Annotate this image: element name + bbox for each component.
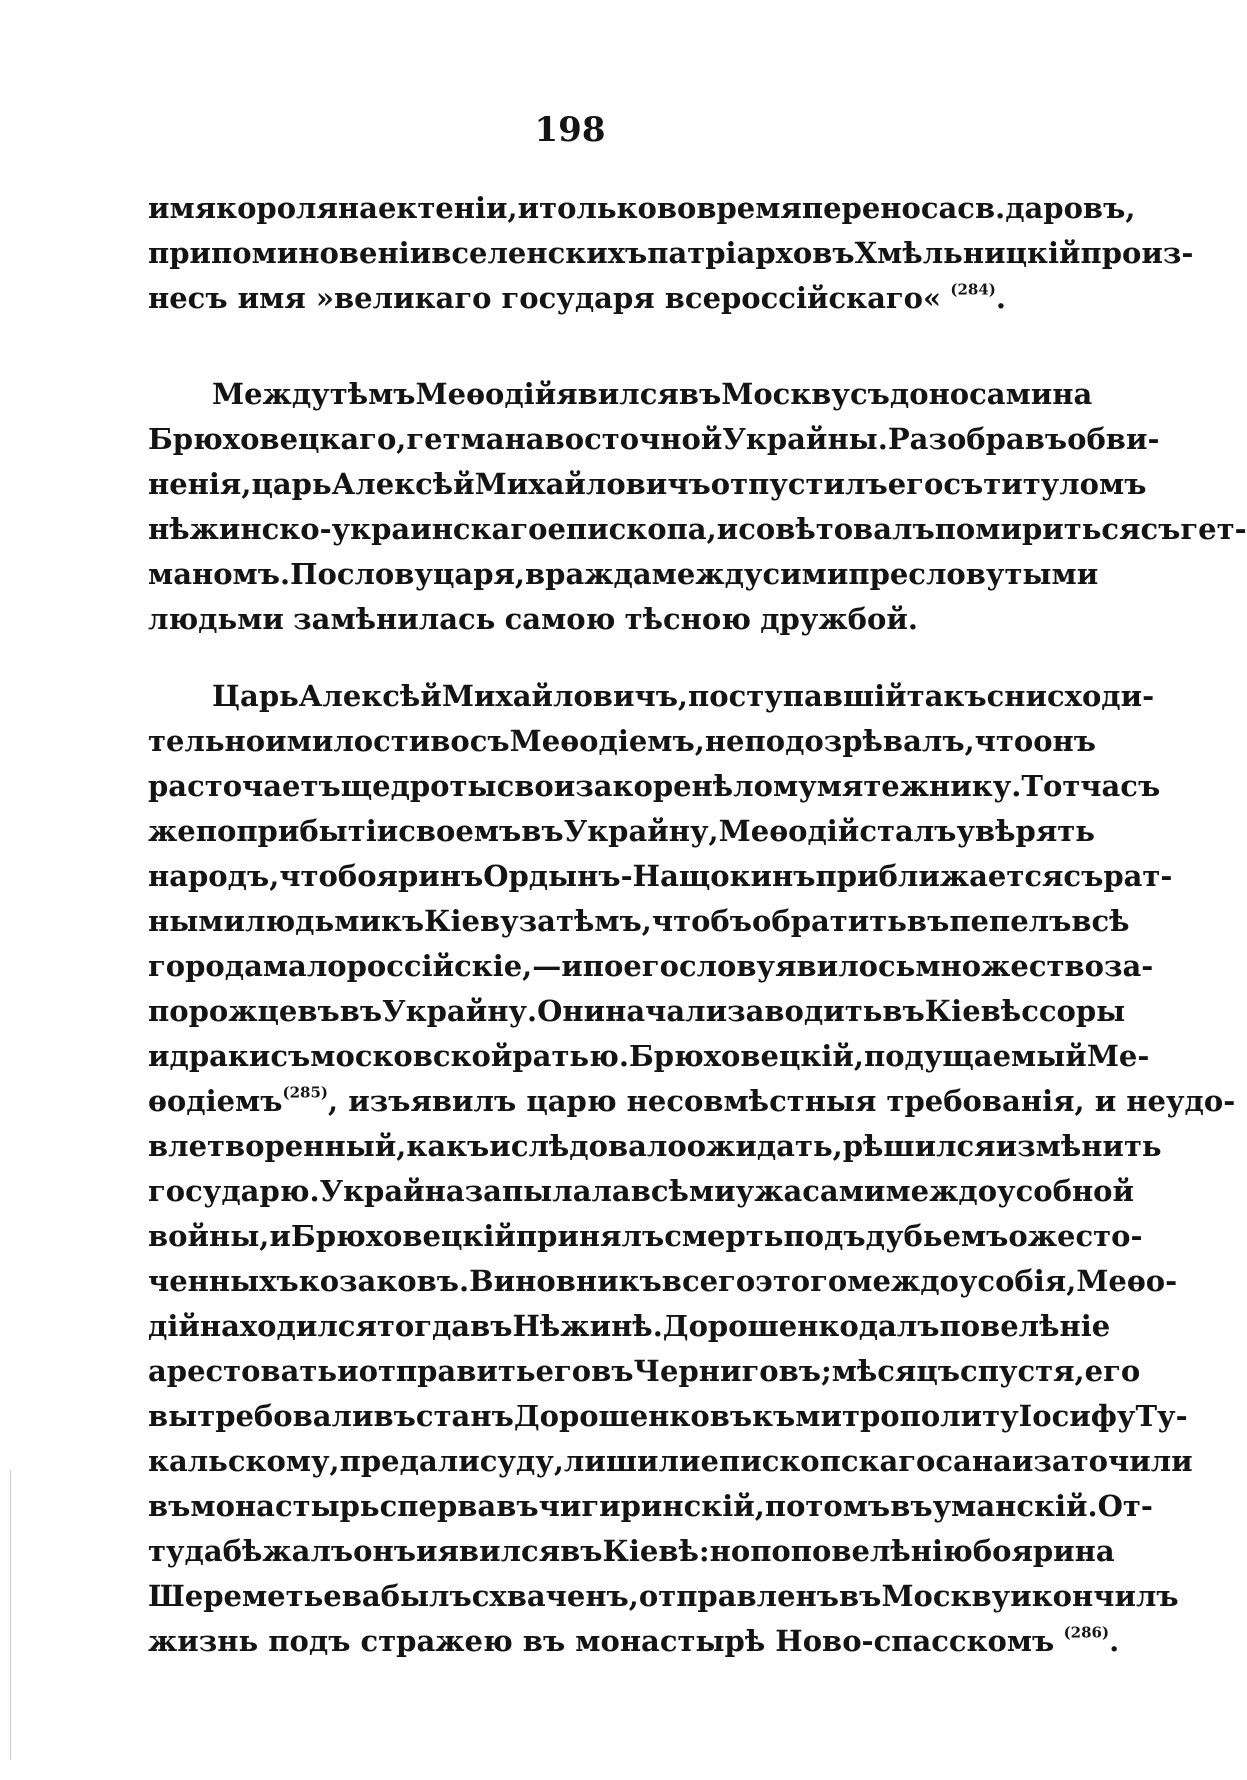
word: заводить <box>727 994 883 1028</box>
word: народъ, <box>148 859 280 893</box>
word: и <box>489 1129 511 1163</box>
word: ссоры <box>1021 994 1126 1028</box>
word: туда <box>148 1534 223 1568</box>
word: пепелъ <box>949 904 1072 938</box>
text-line <box>148 1394 1188 1439</box>
word: Кіеву <box>424 904 519 938</box>
word: митрополиту <box>795 1399 1019 1433</box>
text-line <box>148 1619 1120 1664</box>
word: и <box>337 1354 359 1388</box>
word: тѣмъ <box>329 377 416 411</box>
word: въ <box>560 1534 603 1568</box>
word: доносами <box>889 377 1053 411</box>
word: милостиво <box>286 724 470 758</box>
word: Меѳодій <box>718 814 860 848</box>
word: Меѳо- <box>1076 1264 1178 1298</box>
word: лишили <box>563 1444 701 1478</box>
word: Дорошенко <box>662 1309 859 1343</box>
word: и <box>561 949 583 983</box>
word: вражда <box>525 557 652 591</box>
word: рѣшился <box>842 1129 996 1163</box>
word: явился <box>556 377 679 411</box>
word: за- <box>1103 949 1154 983</box>
word: измѣнить <box>995 1129 1162 1163</box>
word: Украйна <box>319 1174 465 1208</box>
text-line <box>148 1574 1179 1619</box>
word: ожесто- <box>1008 1219 1143 1253</box>
word: этого <box>755 1264 848 1298</box>
word: гетмана <box>406 422 545 456</box>
word: гет- <box>1180 512 1247 546</box>
word: Брюховецкаго, <box>148 422 407 456</box>
word: поминовеніи <box>211 236 432 270</box>
text-fragment: несъ имя »великаго государя всероссійскаго« <box>148 281 942 315</box>
paragraph-2 <box>148 372 1247 642</box>
word: титуломъ <box>983 467 1147 501</box>
word: прибытіи <box>236 814 399 848</box>
word: Украйну. <box>382 994 538 1028</box>
word: къ <box>380 904 425 938</box>
word: мятежнику. <box>816 769 1022 803</box>
word: въ <box>906 904 950 938</box>
word: въ <box>882 994 925 1028</box>
word: своемъ <box>398 814 522 848</box>
text-line <box>148 417 1160 462</box>
word: кальскому, <box>148 1444 340 1478</box>
word: заточили <box>1033 1444 1193 1478</box>
word: дружбой. <box>760 602 918 636</box>
word: же <box>148 814 196 848</box>
word: порожцевъ <box>148 994 340 1028</box>
word: схваченъ, <box>471 1579 639 1613</box>
footnote-ref-284: (284) <box>950 280 996 299</box>
word: какъ <box>406 1129 490 1163</box>
word: его <box>623 949 679 983</box>
text-line <box>148 1529 1115 1574</box>
text-line <box>148 1214 1143 1259</box>
word: междоусобія, <box>847 1264 1077 1298</box>
word: По <box>290 557 337 591</box>
word: поступавшій <box>688 679 907 713</box>
word: тельно <box>148 724 266 758</box>
word: съ <box>270 1039 311 1073</box>
word: дубьемъ <box>865 1219 1009 1253</box>
word: монастырь <box>190 1489 380 1523</box>
word: потомъ <box>764 1489 891 1523</box>
word: всѣ <box>1071 904 1130 938</box>
word: людьми <box>245 904 381 938</box>
word: От- <box>1097 1489 1153 1523</box>
word: Дорошенковъ <box>513 1399 753 1433</box>
word: имя <box>148 191 217 225</box>
word: повелѣнію <box>790 1534 973 1568</box>
footnote-ref-285: (285) <box>282 1083 329 1102</box>
word: ненія, <box>148 467 252 501</box>
word: за <box>518 904 556 938</box>
word: пресловутыми <box>848 557 1099 591</box>
word: переноса <box>801 191 958 225</box>
word: не <box>704 724 745 758</box>
word: нѣжинско-украинскаго <box>148 512 548 546</box>
text-line <box>148 809 1095 854</box>
word: онъ <box>353 1534 416 1568</box>
word: патріарховъ <box>647 236 855 270</box>
word: что <box>974 724 1034 758</box>
word: города <box>148 949 263 983</box>
text-line <box>148 186 1136 231</box>
text-line <box>148 899 1130 944</box>
word: мѣсяцъ <box>831 1354 961 1388</box>
word: государю. <box>148 1174 320 1208</box>
word: Москву <box>721 377 850 411</box>
word: всего <box>661 1264 756 1298</box>
word: и <box>1010 1579 1032 1613</box>
word: Между <box>212 377 330 411</box>
word: боярина <box>972 1534 1115 1568</box>
word: Брюховецкій, <box>628 1039 864 1073</box>
word: Меѳодіемъ, <box>509 724 705 758</box>
paragraph-1 <box>148 186 1194 321</box>
word: малороссійскіе, <box>262 949 533 983</box>
word: увѣрять <box>956 814 1095 848</box>
word: — <box>532 949 562 983</box>
word: во <box>656 191 697 225</box>
text-line <box>148 1034 1150 1079</box>
word: совѣтовалъ <box>738 512 935 546</box>
word: свои <box>496 769 576 803</box>
word: и <box>148 1039 170 1073</box>
word: былъ <box>380 1579 472 1613</box>
word: ожидать, <box>686 1129 843 1163</box>
word: тѣмъ, <box>555 904 652 938</box>
word: къ <box>752 1399 796 1433</box>
word: онъ <box>1033 724 1097 758</box>
word: начали <box>605 994 728 1028</box>
word: смерть <box>664 1219 784 1253</box>
word: кончилъ <box>1031 1579 1179 1613</box>
word: его <box>1084 1354 1141 1388</box>
word: по <box>195 814 237 848</box>
word: сана <box>935 1444 1012 1478</box>
word: щедроты <box>340 769 497 803</box>
word: предали <box>339 1444 480 1478</box>
word: слову <box>678 949 776 983</box>
word: Іосифу <box>1018 1399 1136 1433</box>
text-line <box>148 462 1147 507</box>
word: ными <box>148 904 245 938</box>
word: и <box>269 1219 291 1253</box>
text-fragment: ѳодіемъ <box>148 1084 283 1118</box>
word: Ту- <box>1135 1399 1188 1433</box>
word: короля <box>216 191 338 225</box>
word: епископа, <box>547 512 717 546</box>
word: подъ <box>783 1219 866 1253</box>
word: спустя, <box>960 1354 1085 1388</box>
word: станъ <box>415 1399 514 1433</box>
word: съ <box>1140 512 1181 546</box>
word: тогда <box>376 1309 471 1343</box>
text-fragment: . <box>995 281 1007 315</box>
word: войны, <box>148 1219 270 1253</box>
word: принялъ <box>515 1219 665 1253</box>
word: драки <box>169 1039 271 1073</box>
word: его <box>535 1354 592 1388</box>
text-line <box>148 276 1056 321</box>
word: въ <box>373 1399 416 1433</box>
text-line <box>148 231 1194 276</box>
word: находился <box>199 1309 377 1343</box>
word: рат- <box>1103 859 1173 893</box>
word: козаковъ. <box>298 1264 470 1298</box>
word: Виновникъ <box>469 1264 662 1298</box>
word: и <box>1011 1444 1034 1478</box>
word: всѣми <box>630 1174 736 1208</box>
word: въ <box>496 1489 539 1523</box>
word: Тотчасъ <box>1021 769 1161 803</box>
text-line <box>148 719 1097 764</box>
text-line <box>148 674 1155 719</box>
word: въ <box>890 1489 933 1523</box>
word: Они <box>537 994 606 1028</box>
footnote-ref-286: (286) <box>1063 1623 1110 1642</box>
text-fragment: жизнь подъ стражею въ монастырѣ Ново-спасскомъ <box>148 1624 1055 1658</box>
word: сталъ <box>859 814 957 848</box>
text-line <box>148 1259 1178 1304</box>
word: въ <box>678 377 722 411</box>
word: Брюховецкій <box>290 1219 516 1253</box>
word: въ <box>470 1309 513 1343</box>
text-line <box>148 764 1161 809</box>
word: что <box>279 859 338 893</box>
word: расточаетъ <box>148 769 341 803</box>
word: тѣсною <box>624 602 751 636</box>
word: чтобъ <box>651 904 753 938</box>
word: его <box>887 467 944 501</box>
word: произ- <box>1080 236 1194 270</box>
word: слѣдовало <box>510 1129 687 1163</box>
text-line <box>148 1079 1236 1124</box>
word: Разобравъ <box>887 422 1068 456</box>
word: съ <box>469 724 510 758</box>
word: суду, <box>479 1444 564 1478</box>
page-edge-rule <box>10 1470 11 1760</box>
word: и <box>716 512 739 546</box>
word: Алексѣй <box>298 679 442 713</box>
text-line <box>148 372 1093 417</box>
word: и <box>517 191 540 225</box>
text-line <box>148 1439 1193 1484</box>
word: Михайловичъ, <box>441 679 689 713</box>
word: междоусобной <box>885 1174 1135 1208</box>
text-line <box>148 597 1056 642</box>
text-line <box>148 1349 1141 1394</box>
word: влетворенный, <box>148 1129 407 1163</box>
paragraph-3 <box>148 674 1236 1664</box>
text-line <box>148 854 1173 899</box>
word: отправить <box>358 1354 536 1388</box>
word: бѣжалъ <box>222 1534 354 1568</box>
word: Шереметьева <box>148 1579 381 1613</box>
text-line <box>148 1304 1111 1349</box>
word: даровъ, <box>1005 191 1136 225</box>
word: московской <box>310 1039 513 1073</box>
word: чигиринскій, <box>538 1489 765 1523</box>
word: приближается <box>815 859 1064 893</box>
word: Нѣжинѣ. <box>512 1309 663 1343</box>
word: на <box>1052 377 1093 411</box>
word: запылала <box>464 1174 631 1208</box>
word: закоренѣлому <box>575 769 817 803</box>
word: замѣнилась <box>293 602 496 636</box>
word: обви- <box>1067 422 1160 456</box>
word: ужасами <box>735 1174 886 1208</box>
word: вселенскихъ <box>431 236 648 270</box>
word: маномъ. <box>148 557 291 591</box>
text-fragment: . <box>1109 1624 1120 1658</box>
word: на <box>337 191 378 225</box>
word: явился <box>437 1534 561 1568</box>
text-line <box>148 989 1126 1034</box>
page-number: 198 <box>534 110 606 150</box>
word: Михайловичъ <box>474 467 711 501</box>
word: епископскаго <box>700 1444 936 1478</box>
text-line <box>148 1124 1162 1169</box>
word: обратить <box>752 904 907 938</box>
word: такъ <box>906 679 987 713</box>
word: Черниговъ; <box>633 1354 832 1388</box>
word: время <box>696 191 802 225</box>
word: св. <box>957 191 1006 225</box>
word: слову <box>336 557 433 591</box>
word: царя, <box>433 557 526 591</box>
word: отправленъ <box>638 1579 840 1613</box>
word: и <box>265 724 287 758</box>
text-line <box>148 1169 1135 1214</box>
text-line <box>148 944 1154 989</box>
word: Ордынъ-Нащокинъ <box>483 859 816 893</box>
word: помириться <box>934 512 1141 546</box>
word: въ <box>148 1489 191 1523</box>
word: въ <box>521 814 564 848</box>
word: Украйны. <box>722 422 888 456</box>
word: съ <box>1063 859 1104 893</box>
word: ектеніи, <box>377 191 518 225</box>
word: по <box>582 949 624 983</box>
word: далъ <box>858 1309 940 1343</box>
word: между <box>651 557 763 591</box>
word: отпустилъ <box>710 467 888 501</box>
word: сими <box>762 557 849 591</box>
word: самою <box>504 602 616 636</box>
word: множество <box>915 949 1104 983</box>
word: явилось <box>775 949 916 983</box>
word: Москву <box>881 1579 1011 1613</box>
word: съ <box>943 467 984 501</box>
word: Меѳодій <box>415 377 557 411</box>
word: вытребовали <box>148 1399 374 1433</box>
word: восточной <box>544 422 723 456</box>
word: въ <box>591 1354 634 1388</box>
word: ратью. <box>512 1039 629 1073</box>
word: Кіевѣ: <box>602 1534 710 1568</box>
word: Царь <box>212 679 299 713</box>
word: сперва <box>379 1489 497 1523</box>
word: ченныхъ <box>148 1264 299 1298</box>
text-line <box>148 507 1247 552</box>
word: Украйну, <box>563 814 719 848</box>
text-line <box>148 552 1099 597</box>
word: дій <box>148 1309 200 1343</box>
word: при <box>148 236 212 270</box>
word: снисходи- <box>986 679 1155 713</box>
word: въ <box>839 1579 882 1613</box>
word: повелѣніе <box>939 1309 1111 1343</box>
word: Кіевѣ <box>924 994 1022 1028</box>
word: Ме- <box>1086 1039 1150 1073</box>
word: подозрѣвалъ, <box>744 724 975 758</box>
text-fragment: , изъявилъ царю несовмѣстныя требованія, и неудо- <box>328 1084 1236 1118</box>
word: по <box>750 1534 791 1568</box>
word: Хмѣльницкій <box>854 236 1081 270</box>
word: подущаемый <box>863 1039 1087 1073</box>
word: только <box>539 191 657 225</box>
word: Алексѣй <box>331 467 475 501</box>
word: людьми <box>148 602 284 636</box>
word: съ <box>850 377 890 411</box>
word: арестовать <box>148 1354 338 1388</box>
text-line <box>148 1484 1153 1529</box>
word: но <box>709 1534 751 1568</box>
word: и <box>415 1534 438 1568</box>
word: царь <box>251 467 332 501</box>
word: уманскій. <box>932 1489 1098 1523</box>
word: въ <box>339 994 383 1028</box>
word: бояринъ <box>337 859 484 893</box>
